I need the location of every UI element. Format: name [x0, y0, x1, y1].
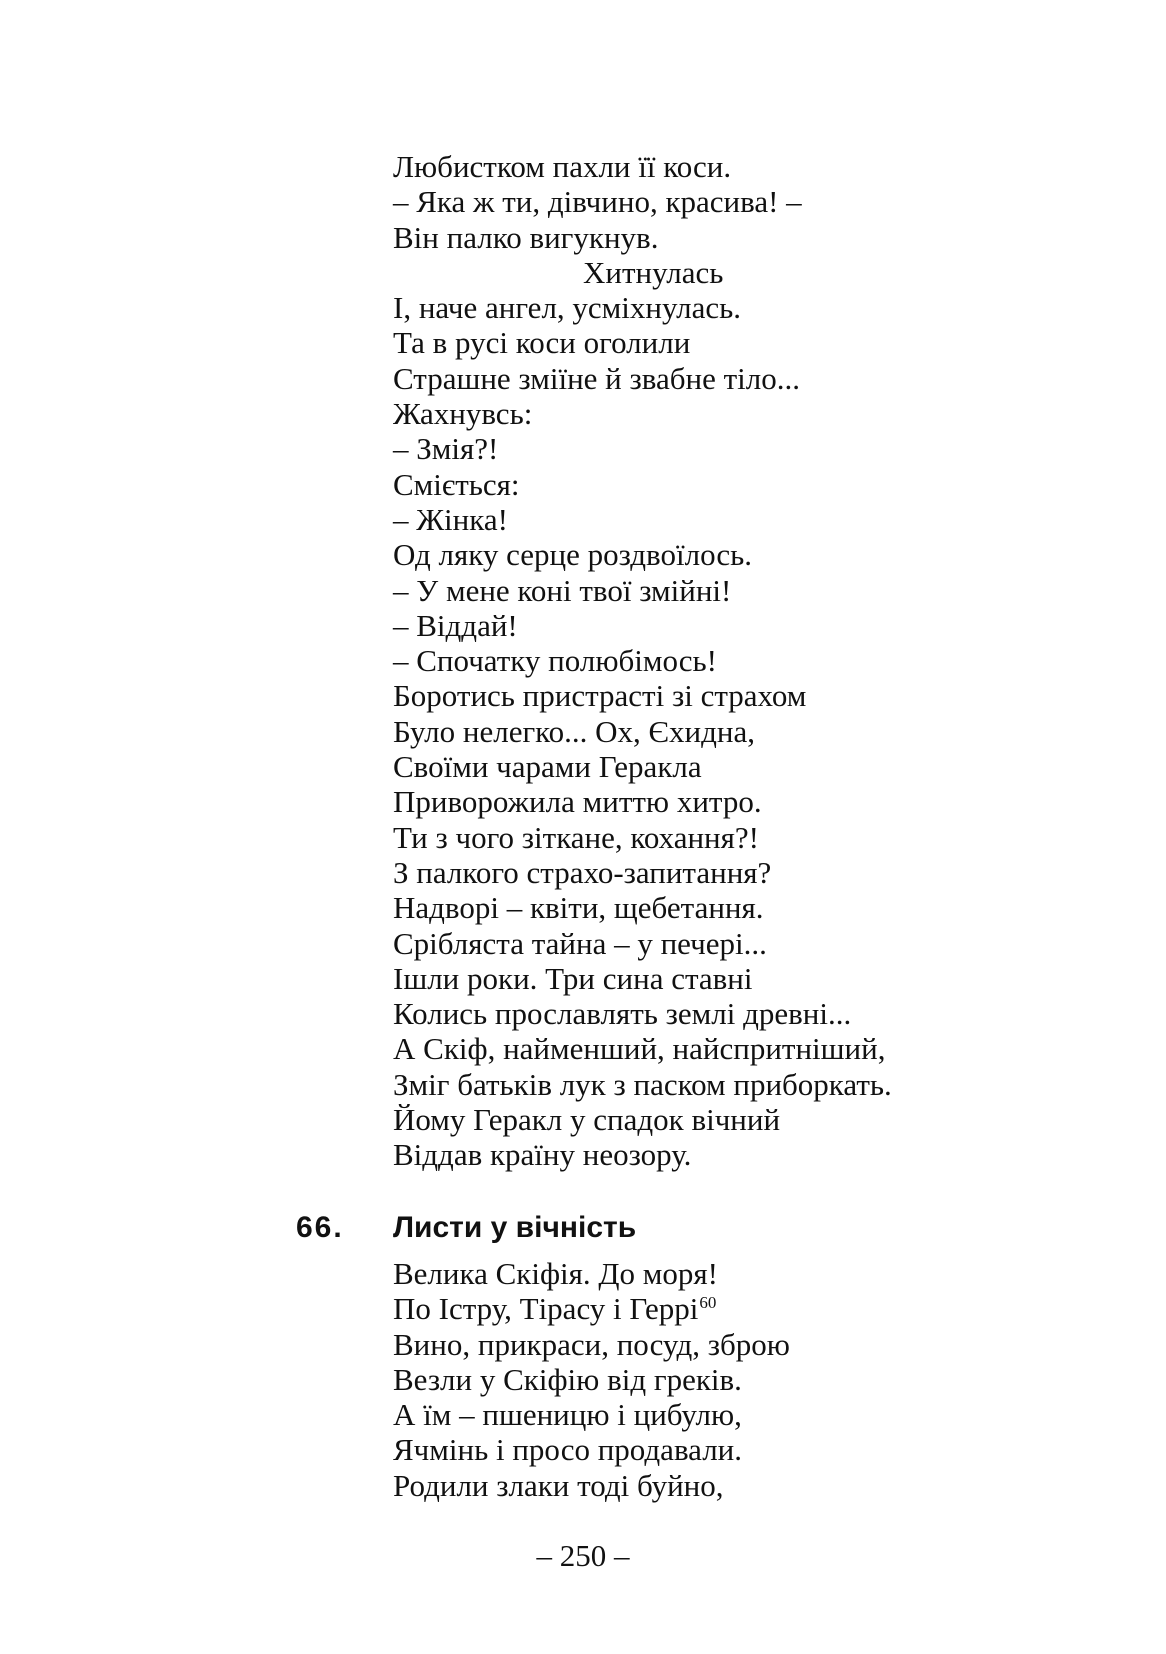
poem-line: Надворі – квіти, щебетання.: [393, 890, 764, 926]
poem-line: Йому Геракл у спадок вічний: [393, 1102, 781, 1138]
poem-line: Од ляку серце роздвоїлось.: [393, 537, 752, 573]
poem-line: Колись прославлять землі древні...: [393, 996, 852, 1032]
page-number: – 250 –: [536, 1538, 630, 1573]
poem-line: Ти з чого зіткане, кохання?!: [393, 819, 759, 855]
poem-new: [393, 1256, 1093, 1503]
poem-line: Вино, прикраси, посуд, зброю: [393, 1326, 790, 1362]
poem-line: – Яка ж ти, дівчино, красива! –: [393, 184, 802, 220]
poem-line: Та в русі коси оголили: [393, 325, 691, 361]
poem-line-text: По Істру, Тірасу і Геррі: [393, 1291, 699, 1327]
poem-line: А Скіф, найменший, найспритніший,: [393, 1031, 886, 1067]
poem-line: Жахнувсь:: [393, 396, 533, 432]
poem-line: – Жінка!: [393, 501, 508, 537]
poem-line: – У мене коні твої змійні!: [393, 572, 732, 608]
poem-line: – Віддай!: [393, 607, 518, 643]
section-title: Листи у вічність: [393, 1211, 637, 1244]
poem-line-indented: Хитнулась: [583, 254, 724, 290]
poem-line: Він палко вигукнув.: [393, 219, 659, 255]
poem-line: Своїми чарами Геракла: [393, 749, 702, 785]
poem-line: Сміється:: [393, 466, 520, 502]
poem-line: І, наче ангел, усміхнулась.: [393, 290, 742, 326]
poem-line: Віддав країну неозору.: [393, 1137, 692, 1173]
section-number: 66.: [296, 1211, 344, 1244]
poem-continuation: [393, 149, 1093, 1173]
poem-line: Любистком пахли її коси.: [393, 149, 732, 184]
footnote-reference: 60: [699, 1292, 717, 1312]
poem-line: Боротись пристрасті зі страхом: [393, 678, 807, 714]
poem-line: Ячмінь і просо продавали.: [393, 1432, 743, 1468]
poem-line: А їм – пшеницю і цибулю,: [393, 1397, 742, 1433]
poem-line: Велика Скіфія. До моря!: [393, 1256, 719, 1291]
poem-line: Ішли роки. Три сина ставні: [393, 960, 753, 996]
poem-line: Зміг батьків лук з паском приборкать.: [393, 1066, 892, 1102]
poem-line: – Спочатку полюбімось!: [393, 643, 717, 679]
poem-line: З палкого страхо-запитання?: [393, 854, 772, 890]
poem-line: Родили злаки тоді буйно,: [393, 1467, 724, 1503]
poem-line: – Змія?!: [393, 431, 499, 467]
poem-line: Срібляста тайна – у печері...: [393, 925, 767, 961]
poem-line: Везли у Скіфію від греків.: [393, 1361, 742, 1397]
section-heading: [296, 1208, 1096, 1248]
poem-line-with-footnote: [393, 1291, 1093, 1326]
poem-line: Страшне зміїне й звабне тіло...: [393, 360, 800, 396]
poem-line: Було нелегко... Ох, Єхидна,: [393, 713, 755, 749]
poem-line: Приворожила миттю хитро.: [393, 784, 762, 820]
